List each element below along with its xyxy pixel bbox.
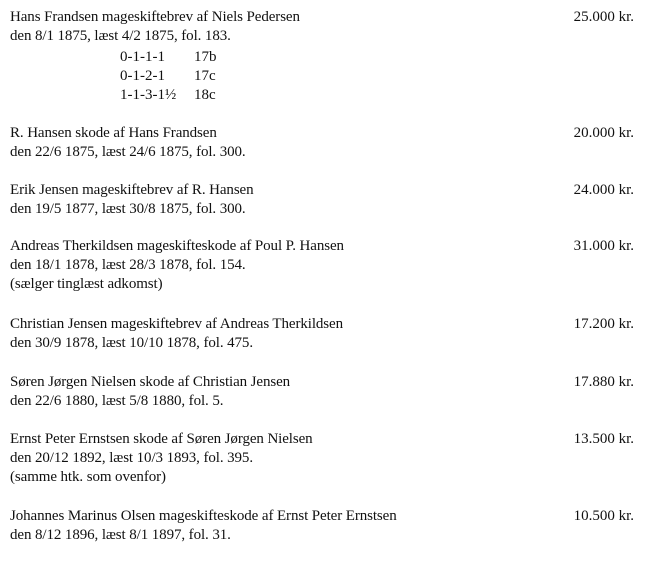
entry-amount: 31.000 kr. — [573, 238, 634, 254]
entry-2 — [10, 124, 634, 162]
entry-dates: den 20/12 1892, læst 10/3 1893, fol. 395. — [10, 450, 253, 466]
entry-title: Christian Jensen mageskiftebrev af Andreas Therkildsen — [10, 316, 343, 332]
entry-title: Andreas Therkildsen mageskifteskode af Poul P. Hansen — [10, 238, 344, 254]
holdings-list — [120, 48, 320, 105]
holding-number: 1-1-3-1½ — [120, 87, 177, 103]
entry-dates: den 8/1 1875, læst 4/2 1875, fol. 183. — [10, 28, 231, 44]
entry-dates: den 18/1 1878, læst 28/3 1878, fol. 154. — [10, 257, 246, 273]
entry-title: Erik Jensen mageskiftebrev af R. Hansen — [10, 182, 254, 198]
entry-amount: 13.500 kr. — [573, 431, 634, 447]
entry-title: R. Hansen skode af Hans Frandsen — [10, 125, 217, 141]
entry-amount: 20.000 kr. — [573, 125, 634, 141]
entry-title: Søren Jørgen Nielsen skode af Christian Jensen — [10, 374, 291, 390]
entry-dates: den 8/12 1896, læst 8/1 1897, fol. 31. — [10, 527, 231, 543]
entry-title: Hans Frandsen mageskiftebrev af Niels Pedersen — [10, 9, 300, 25]
entry-amount: 10.500 kr. — [573, 508, 634, 524]
entry-dates: den 19/5 1877, læst 30/8 1875, fol. 300. — [10, 201, 246, 217]
holding-number: 0-1-1-1 — [120, 49, 165, 65]
entry-note: (sælger tinglæst adkomst) — [10, 276, 163, 292]
entry-3 — [10, 181, 634, 219]
entry-4 — [10, 237, 634, 294]
entry-dates: den 22/6 1880, læst 5/8 1880, fol. 5. — [10, 393, 224, 409]
holding-row — [120, 48, 320, 67]
entry-amount: 24.000 kr. — [573, 182, 634, 198]
holding-number: 0-1-2-1 — [120, 68, 165, 84]
entry-7 — [10, 430, 634, 487]
entry-1 — [10, 8, 634, 104]
entry-6 — [10, 373, 634, 411]
holding-ref: 18c — [194, 87, 216, 103]
entry-note: (samme htk. som ovenfor) — [10, 469, 166, 485]
holding-ref: 17b — [194, 49, 217, 65]
entry-title: Ernst Peter Ernstsen skode af Søren Jørgen Nielsen — [10, 431, 313, 447]
holding-row — [120, 86, 320, 105]
holding-row — [120, 67, 320, 86]
holding-ref: 17c — [194, 68, 216, 84]
entry-8 — [10, 507, 634, 545]
entry-amount: 17.880 kr. — [573, 374, 634, 390]
entry-5 — [10, 315, 634, 353]
entry-title: Johannes Marinus Olsen mageskifteskode af Ernst Peter Ernstsen — [10, 508, 397, 524]
entry-dates: den 22/6 1875, læst 24/6 1875, fol. 300. — [10, 144, 246, 160]
entry-amount: 25.000 kr. — [573, 9, 634, 25]
entry-dates: den 30/9 1878, læst 10/10 1878, fol. 475. — [10, 335, 253, 351]
entry-amount: 17.200 kr. — [573, 316, 634, 332]
